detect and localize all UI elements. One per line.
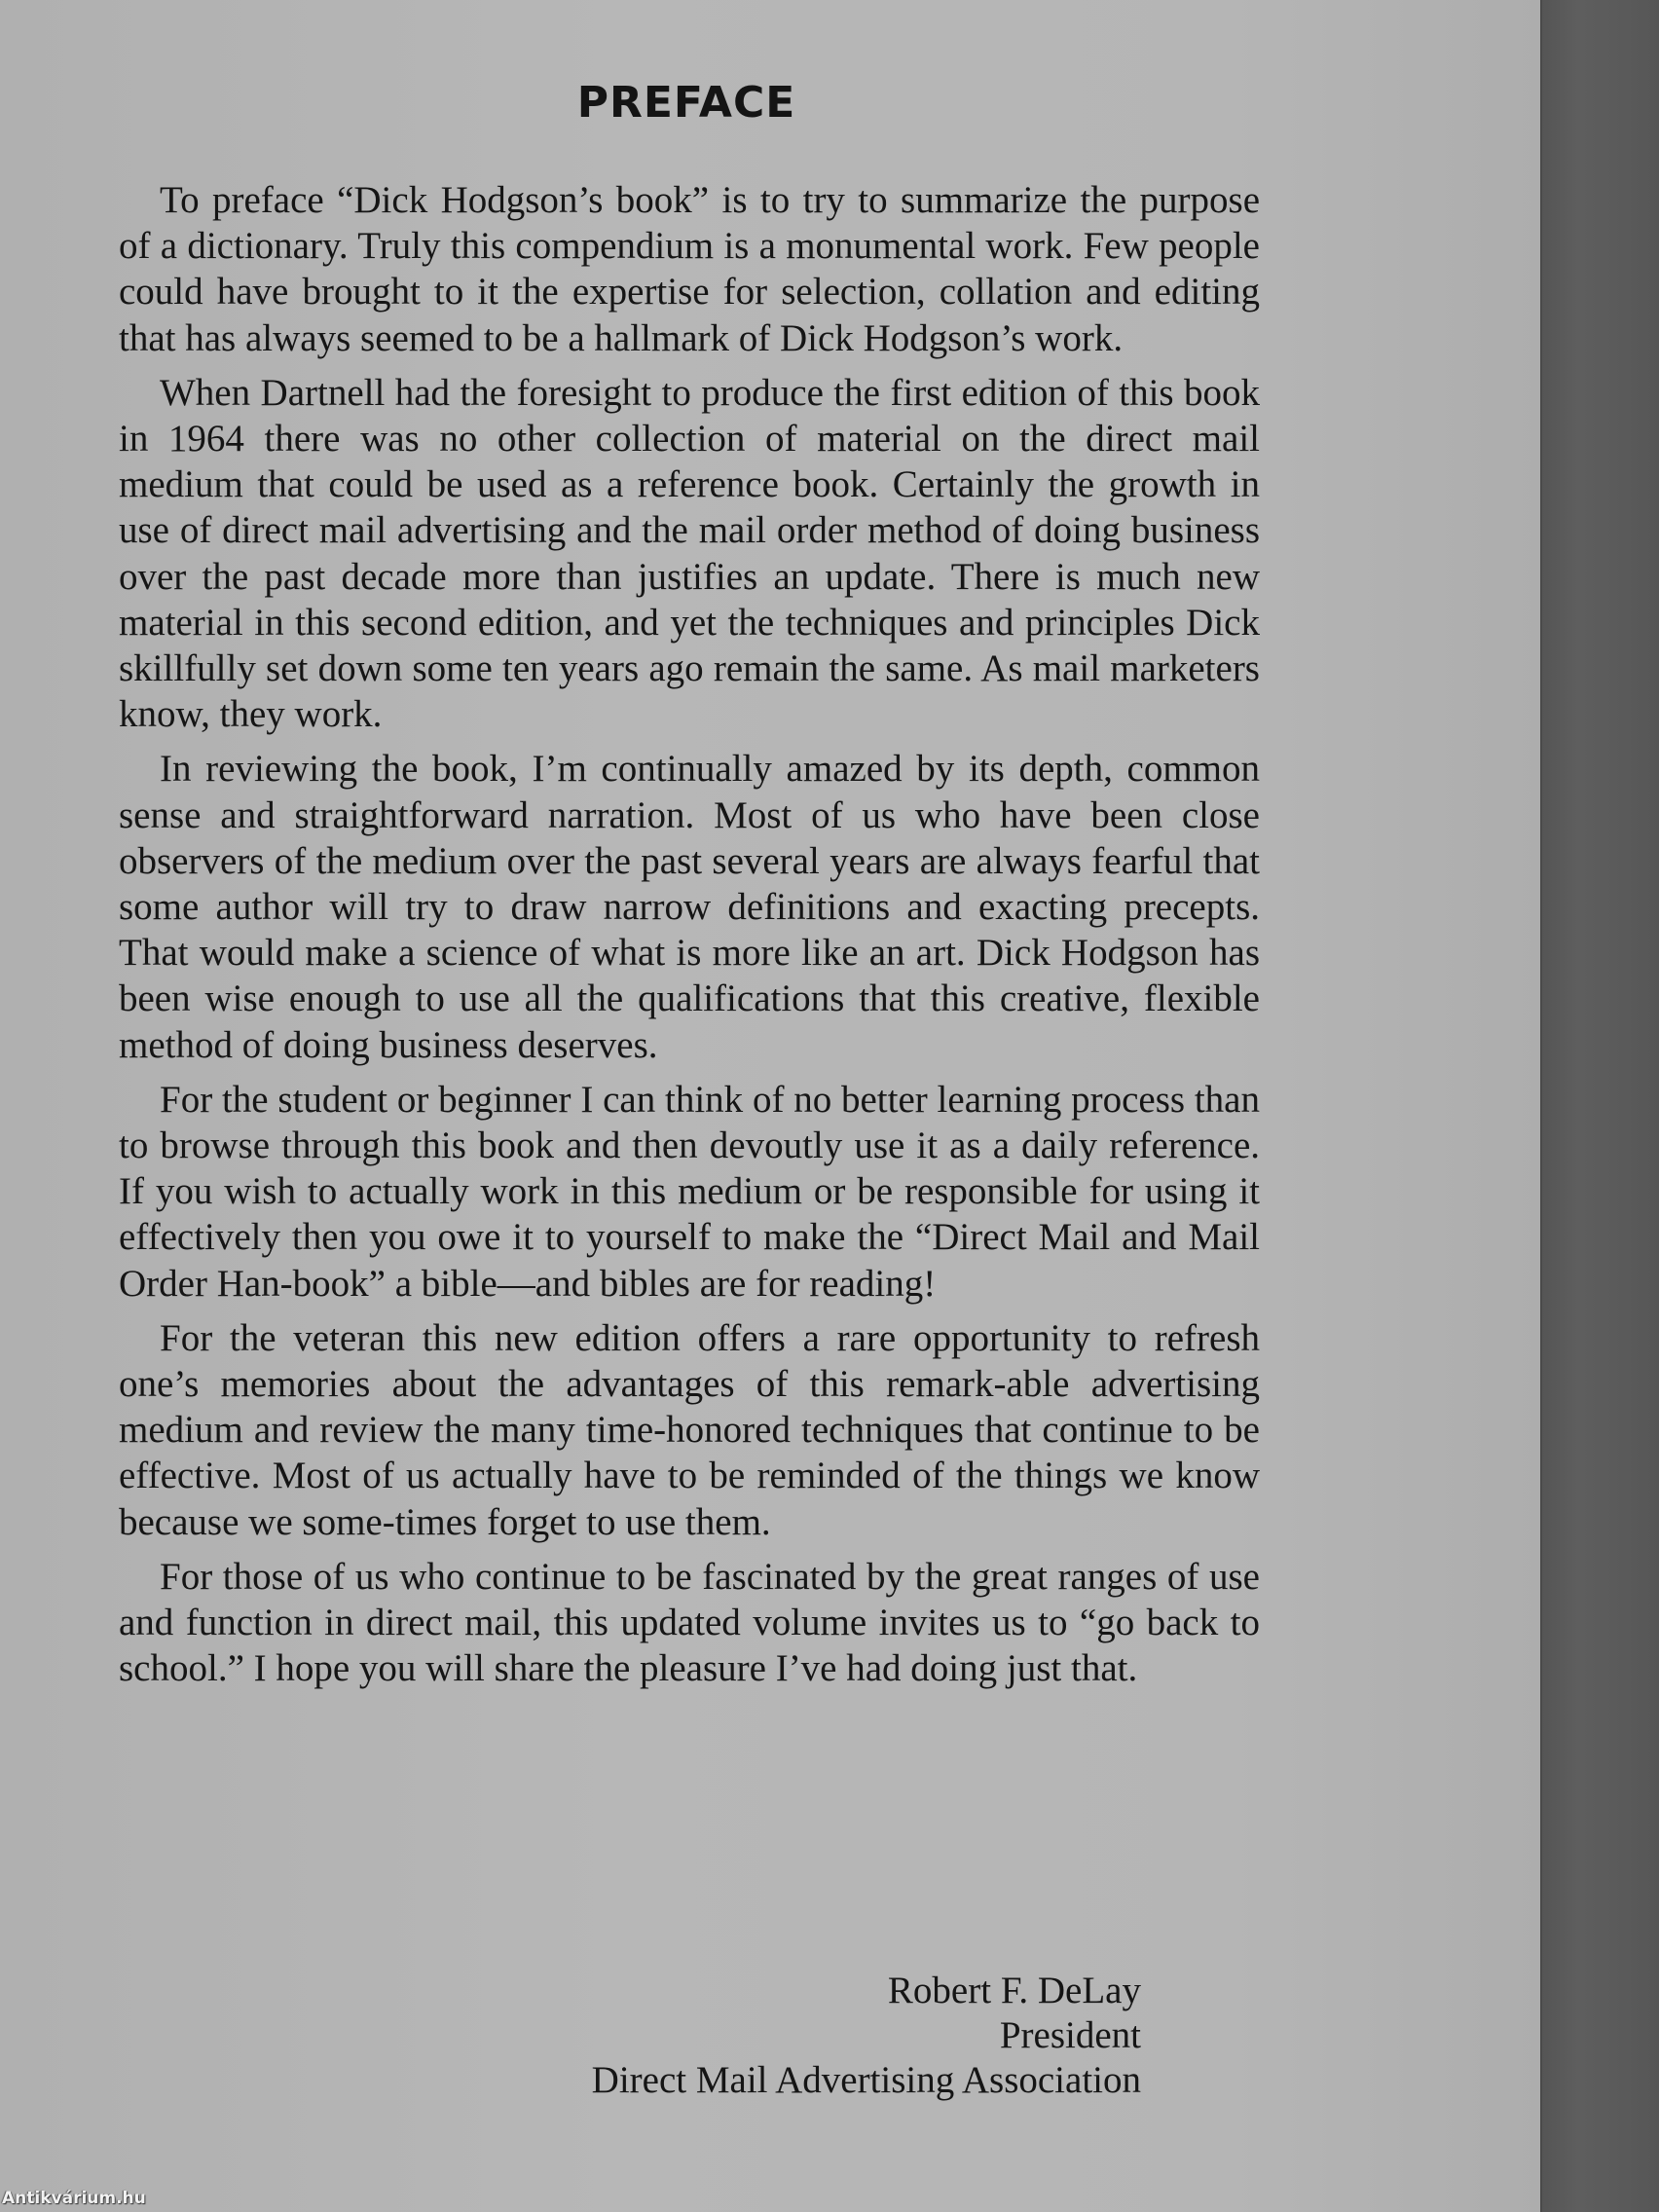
watermark-logo: Antikvárium.hu: [2, 2189, 146, 2208]
facing-page-shadow: [1540, 0, 1659, 2212]
paragraph-6: For those of us who continue to be fascinated by the great ranges of use and function in direct mail, this updated volume invites us to “go back to school.” I hope you will share the pleasure I’ve had doing just that.: [119, 1555, 1260, 1690]
paragraph-5: For the veteran this new edition offers a rare opportunity to refresh one’s memories about the advantages of this remark-able advertising medium and review the many time-honored techniques that continue to be effective. Most of us actually have to be reminded of the things we know because we some-times forget to use them.: [119, 1316, 1260, 1543]
signature-block: [592, 1969, 1141, 2103]
signature-role: President: [999, 2014, 1141, 2056]
page-title: PREFACE: [576, 78, 796, 128]
paragraph-1: To preface “Dick Hodgson’s book” is to try to summarize the purpose of a dictionary. Truly this compendium is a monumental work. Few people could have brought to it the expertise for selection, collation and editing that has always seemed to be a hallmark of Dick Hodgson’s work.: [119, 179, 1260, 359]
paragraph-3: In reviewing the book, I’m continually amazed by its depth, common sense and straightforward narration. Most of us who have been close observers of the medium over the past several years are always fearful that some author will try to draw narrow definitions and exacting precepts. That would make a science of what is more like an art. Dick Hodgson has been wise enough to use all the qualifications that this creative, flexible method of doing business deserves.: [119, 748, 1260, 1066]
signature-name: Robert F. DeLay: [887, 1970, 1141, 2011]
paragraph-2: When Dartnell had the foresight to produce the first edition of this book in 1964 there was no other collection of material on the direct mail medium that could be used as a reference book. Certainly the growth in use of direct mail advertising and the mail order method of doing business over the past decade more than justifies an update. There is much new material in this second edition, and yet the techniques and principles Dick skillfully set down some ten years ago remain the same. As mail marketers know, they work.: [119, 371, 1260, 736]
signature-organization: Direct Mail Advertising Association: [591, 2059, 1141, 2101]
preface-body: [119, 177, 1260, 1701]
paragraph-4: For the student or beginner I can think of no better learning process than to browse through this book and then devoutly use it as a daily reference. If you wish to actually work in this medium or be responsible for using it effectively then you owe it to yourself to make the “Direct Mail and Mail Order Han-book” a bible—and bibles are for reading!: [119, 1078, 1260, 1305]
